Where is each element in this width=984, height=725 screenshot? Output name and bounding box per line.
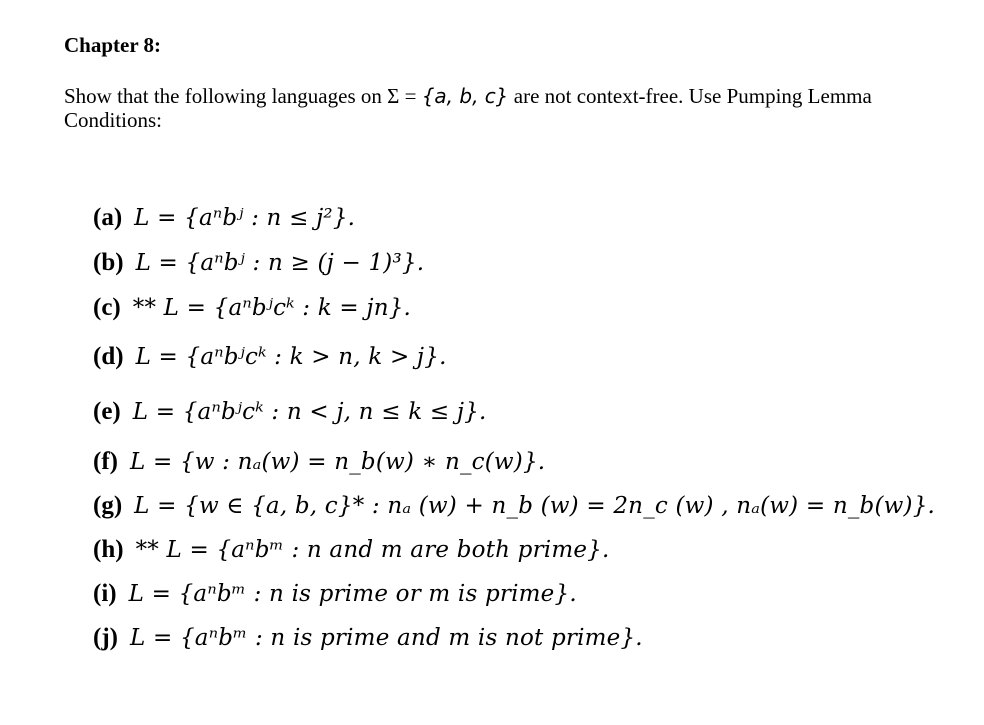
sigma-set: {a, b, c} bbox=[421, 84, 509, 108]
problem-label: (d) bbox=[93, 343, 124, 370]
problem-formula: ** L = {aⁿbᵐ : n and m are both prime}. bbox=[135, 537, 610, 563]
problem-label: (b) bbox=[93, 249, 124, 276]
problem-formula: L = {aⁿbᵐ : n is prime or m is prime}. bbox=[128, 581, 577, 607]
problem-label: (c) bbox=[93, 294, 121, 321]
problem-formula: L = {aⁿbʲ : n ≤ j²}. bbox=[134, 205, 356, 231]
problem-formula: L = {aⁿbʲcᵏ : n < j, n ≤ k ≤ j}. bbox=[132, 399, 487, 425]
problem-label: (e) bbox=[93, 398, 121, 425]
chapter-title: Chapter 8: bbox=[64, 33, 162, 57]
problem-h bbox=[93, 528, 935, 572]
problem-label: (i) bbox=[93, 580, 117, 607]
problem-label: (a) bbox=[93, 204, 123, 231]
problem-label: (g) bbox=[93, 492, 123, 519]
problem-label: (h) bbox=[93, 536, 124, 563]
intro-paragraph bbox=[64, 84, 944, 132]
problem-f bbox=[93, 440, 935, 484]
problem-e bbox=[93, 384, 935, 440]
problem-i bbox=[93, 572, 935, 616]
problem-formula: ** L = {aⁿbʲcᵏ : k = jn}. bbox=[132, 295, 412, 321]
problem-label: (f) bbox=[93, 448, 118, 475]
problem-d bbox=[93, 330, 935, 384]
problem-formula: L = {aⁿbᵐ : n is prime and m is not prime}. bbox=[129, 625, 643, 651]
problem-formula: L = {aⁿbʲ : n ≥ (j − 1)³}. bbox=[135, 250, 425, 276]
problem-formula: L = {w ∈ {a, b, c}* : nₐ (w) + n_b (w) = 2n_c (w) , nₐ(w) = n_b(w)}. bbox=[134, 493, 936, 519]
problem-c bbox=[93, 286, 935, 330]
problem-b bbox=[93, 240, 935, 286]
intro-text-after: are not context-free. Use Pumping Lemma Conditions: bbox=[64, 84, 872, 132]
problem-formula: L = {aⁿbʲcᵏ : k > n, k > j}. bbox=[135, 344, 447, 370]
problem-formula: L = {w : nₐ(w) = n_b(w) ∗ n_c(w)}. bbox=[129, 449, 546, 475]
problem-j bbox=[93, 616, 935, 660]
problem-a bbox=[93, 196, 935, 240]
intro-text-before: Show that the following languages on Σ = bbox=[64, 84, 422, 108]
problem-g bbox=[93, 484, 935, 528]
problem-label: (j) bbox=[93, 624, 118, 651]
problem-list bbox=[93, 196, 935, 660]
